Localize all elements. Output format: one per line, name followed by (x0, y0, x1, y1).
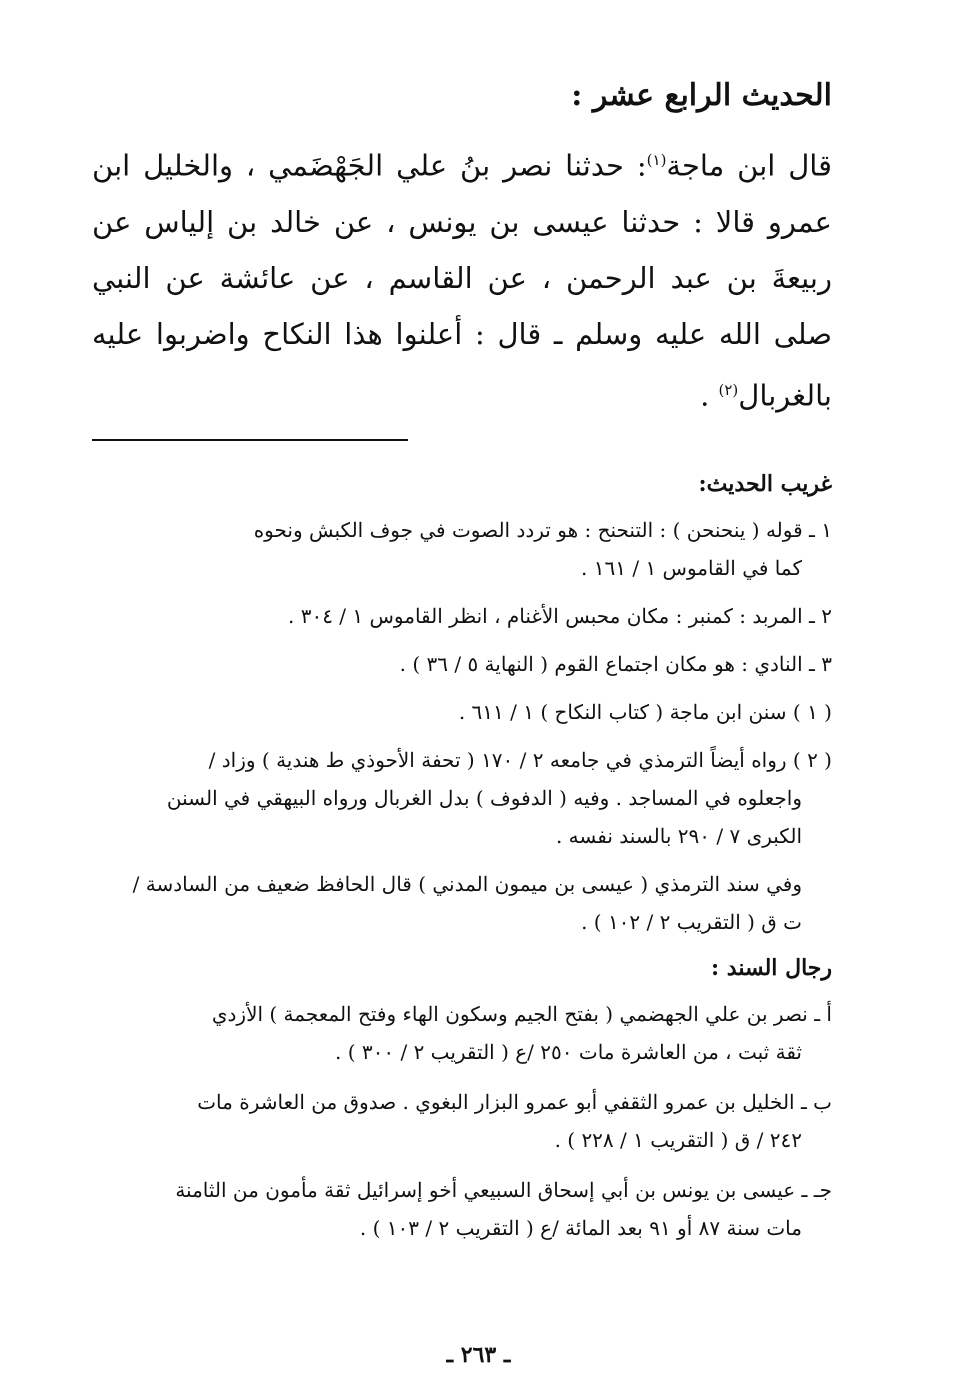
document-page (92, 70, 832, 1310)
footnote-2 (92, 741, 832, 855)
gharib-heading: غريب الحديث: (698, 471, 832, 498)
footnote-divider (92, 439, 408, 441)
gharib-item-line: كما في القاموس ١ / ١٦١ . (581, 556, 802, 581)
hadith-intro: قال ابن ماجة (666, 148, 833, 183)
hadith-heading: الحديث الرابع عشر : (571, 78, 832, 113)
narrator-entry (92, 1171, 832, 1247)
gharib-item-line: ١ ـ قوله ( ينحنحن ) : التنحنح : هو تردد الصوت في جوف الكبش ونحوه (253, 518, 832, 543)
hadith-end: . (700, 378, 710, 413)
narrator-entry (92, 1083, 832, 1159)
footnote-line: الكبرى ٧ / ٢٩٠ بالسند نفسه . (555, 824, 802, 849)
narrator-line: ٢٤٢ / ق ( التقريب ١ / ٢٢٨ ) . (554, 1128, 802, 1153)
narrator-line: أ ـ نصر بن علي الجهضمي ( بفتح الجيم وسكون الهاء وفتح المعجمة ) الأزدي (211, 1002, 832, 1027)
footnote-line: ( ١ ) سنن ابن ماجة ( كتاب النكاح ) ١ / ٦١١ . (458, 700, 832, 725)
footnote-line: واجعلوه في المساجد . وفيه ( الدفوف ) بدل الغربال ورواه البيهقي في السنن (166, 786, 802, 811)
gharib-list (92, 511, 832, 941)
hadith-paragraph (92, 132, 832, 423)
narrator-line: ب ـ الخليل بن عمرو الثقفي أبو عمرو البزار البغوي . صدوق من العاشرة مات (197, 1090, 832, 1115)
hadith-text (92, 132, 832, 423)
footnote-line: وفي سند الترمذي ( عيسى بن ميمون المدني ) قال الحافظ ضعيف من السادسة / (132, 872, 802, 897)
footnote-marker-1[interactable]: (١) (646, 151, 667, 169)
footnote-1 (92, 693, 832, 731)
gharib-item-line: ٣ ـ النادي : هو مكان اجتماع القوم ( النهاية ٥ / ٣٦ ) . (399, 652, 832, 677)
hadith-body: : حدثنا نصر بنُ علي الجَهْضَمي ، والخليل ابن عمرو قالا : حدثنا عيسى بن يونس ، عن خالد بن إلياس عن ربيعةَ بن عبد الرحمن ، عن القاسم ، عن عائشة عن النبي صلى الله عليه وسلم ـ قال : أعلنوا هذا النكاح واضربوا عليه بالغربال (92, 148, 832, 413)
gharib-item (92, 645, 832, 683)
footnote-marker-2[interactable]: (٢) (718, 380, 739, 399)
narrator-entry (92, 995, 832, 1071)
narrator-line: مات سنة ٨٧ أو ٩١ بعد المائة /ع ( التقريب ٢ / ١٠٣ ) . (359, 1216, 802, 1241)
footnote-2-continued (92, 865, 832, 941)
narrator-line: جـ ـ عيسى بن يونس بن أبي إسحاق السبيعي أخو إسرائيل ثقة مأمون من الثامنة (175, 1178, 832, 1203)
rijal-list (92, 995, 832, 1247)
page-number: ـ ٢٦٣ ـ (446, 1342, 511, 1368)
footnote-line: ( ٢ ) رواه أيضاً الترمذي في جامعه ٢ / ١٧٠ ( تحفة الأحوذي ط هندية ) وزاد / (208, 748, 832, 773)
narrator-line: ثقة ثبت ، من العاشرة مات ٢٥٠ /ع ( التقريب ٢ / ٣٠٠ ) . (335, 1040, 802, 1065)
gharib-item (92, 511, 832, 587)
gharib-item (92, 597, 832, 635)
footnote-line: ت ق ( التقريب ٢ / ١٠٢ ) . (581, 910, 802, 935)
rijal-heading: رجال السند : (711, 955, 832, 982)
gharib-item-line: ٢ ـ المربد : كمنبر : مكان محبس الأغنام ، انظر القاموس ١ / ٣٠٤ . (287, 604, 832, 629)
